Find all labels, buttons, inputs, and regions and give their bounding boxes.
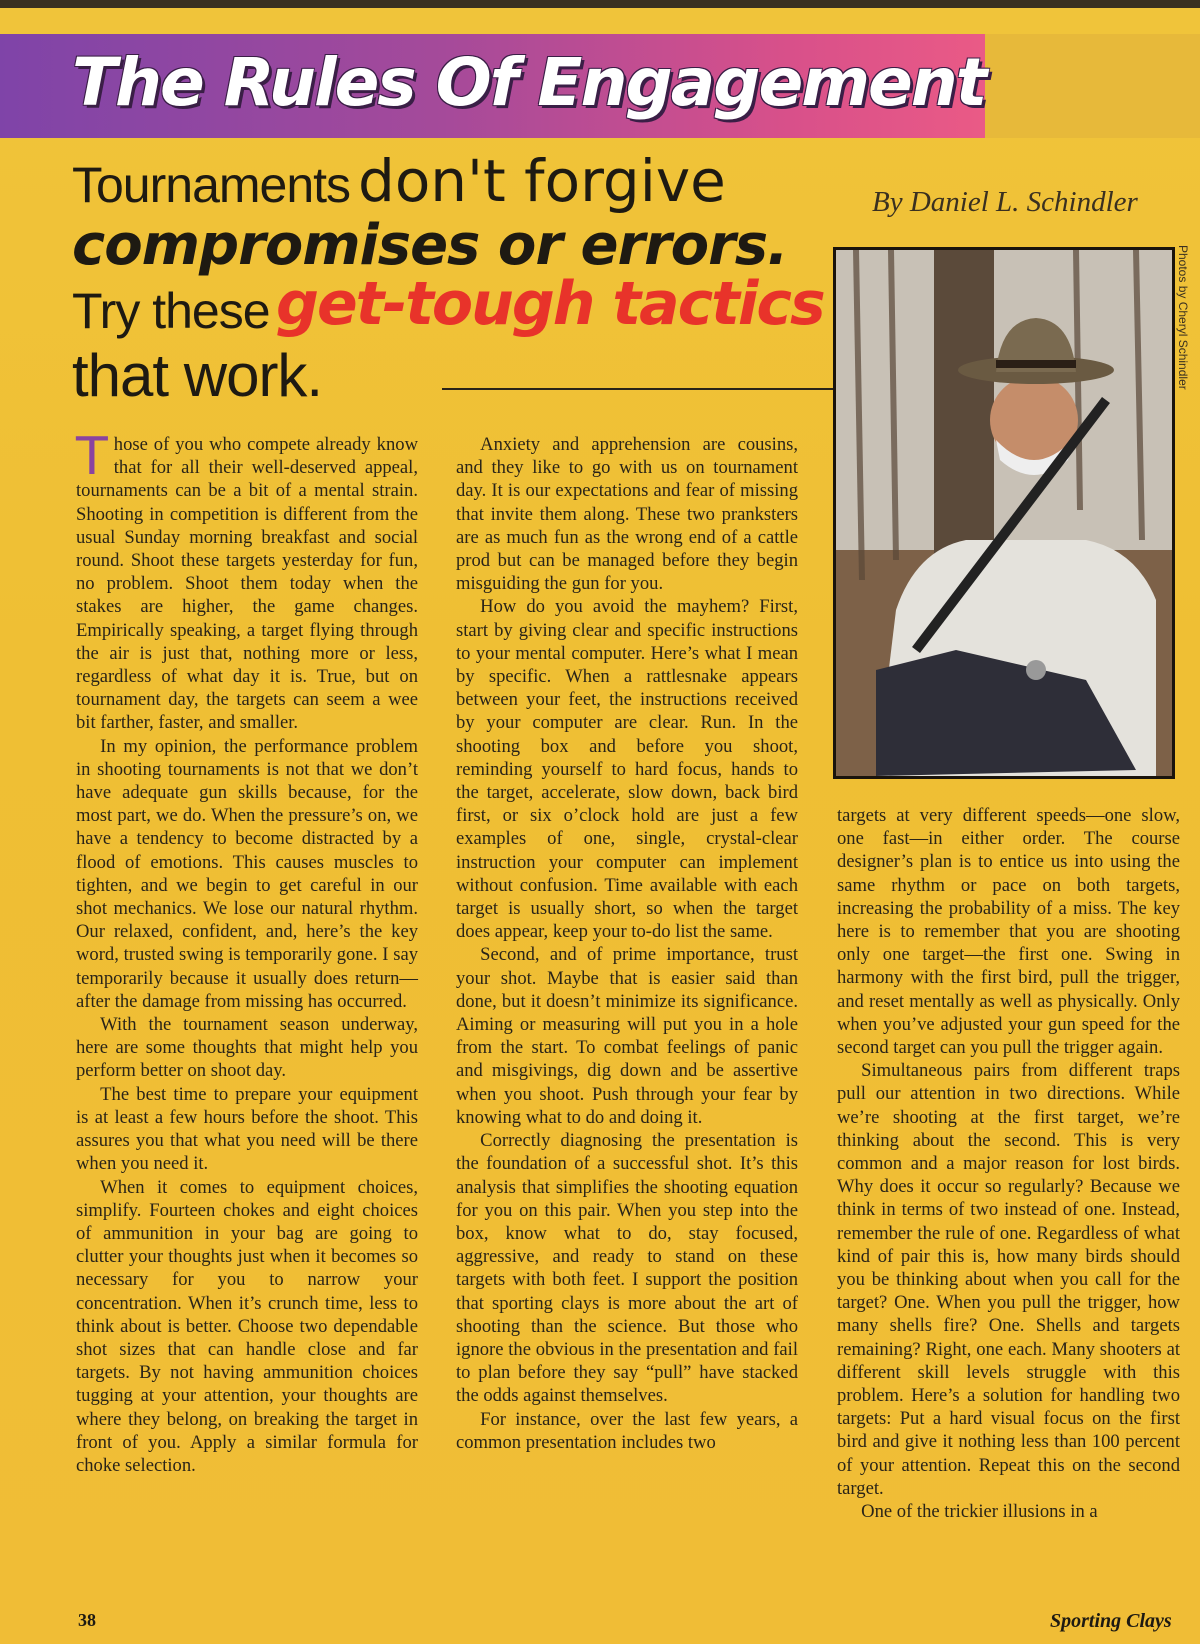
author-photo-illustration <box>836 250 1172 776</box>
paragraph: targets at very different speeds—one slow, one fast—in either order. The course designer’s plan is to entice us into using the same rhythm or pace on both targets, increasing the probability of a miss. The key here is to remember that you are shooting only one target—the first one. Swing in harmony with the first bird, pull the trigger, and reset mentally as well as physically. Only when you’ve adjusted your gun speed for the second target can you pull the trigger again. <box>837 805 1180 1059</box>
paragraph: For instance, over the last few years, a common presentation includes two <box>456 1408 798 1453</box>
photo-credit: Photos by Cheryl Schindler <box>1176 245 1190 390</box>
deck-line-2: compromises or errors. <box>72 213 788 278</box>
page-number: 38 <box>78 1610 96 1630</box>
article-column-3 <box>837 804 1180 1523</box>
paragraph: Anxiety and apprehension are cousins, and they like to go with us on tournament day. It is our expectations and fear of missing that invite them along. These two pranksters are as much fun as the wrong end of a cattle prod but can be managed before they begin misguiding the gun for you. <box>456 434 798 595</box>
article-title: The Rules Of Engagement <box>72 44 986 121</box>
paragraph: With the tournament season underway, here are some thoughts that might help you perform better on shoot day. <box>76 1014 418 1082</box>
paragraph: How do you avoid the mayhem? First, start by giving clear and specific instructions to your mental computer. Here’s what I mean by specific. When a rattlesnake appears between your feet, the instructions received by your computer are clear. Run. In the shooting box and before you shoot, reminding yourself to hard focus, hands to the target, accelerate, slow down, back bird first, or six o’clock hold are just a few examples of one, single, crystal-clear instruction your computer can implement without confusion. Time available with each target is usually short, so when the target does appear, keep your to-do list the same. <box>456 596 798 943</box>
deck-line-1b: don't forgive <box>358 147 726 215</box>
drop-cap: T <box>76 427 108 487</box>
paragraph: The best time to prepare your equipment is at least a few hours before the shoot. This assures you that what you need will be there when you need it. <box>76 1083 418 1175</box>
paragraph: Correctly diagnosing the presentation is the foundation of a successful shot. It’s this analysis that simplifies the shooting equation for you on this pair. When you step into the box, know what to do, stay focused, aggressive, and ready to stand on these targets with both feet. I support the position that sporting clays is more about the art of shooting than the science. But those who ignore the obvious in the presentation and fail to plan before they say “pull” have stacked the odds against themselves. <box>456 1130 798 1407</box>
paragraph: When it comes to equipment choices, simplify. Fourteen chokes and eight choices of ammunition in your bag are going to clutter your thoughts just when it becomes so necessary for you to narrow your concentration. When it’s crunch time, less to think about is better. Choose two dependable shot sizes that can handle close and far targets. By not having ammunition choices tugging at your attention, your thoughts are where they belong, on breaking the target in front of you. Apply a similar formula for choke selection. <box>76 1176 418 1476</box>
adjacent-page-strip <box>985 34 1200 138</box>
magazine-name: Sporting Clays <box>1050 1610 1172 1632</box>
author-photo <box>833 247 1175 779</box>
deck-line-1a: Tournaments <box>72 157 351 213</box>
deck-line-3b-highlight: get-tough tactics <box>276 269 824 339</box>
paragraph: Second, and of prime importance, trust your shot. Maybe that is easier said than done, but it doesn’t minimize its significance. Aiming or measuring will put you in a hole from the start. To combat feelings of panic and misgivings, dig down and be assertive when you shoot. Push through your fear by knowing what to do and doing it. <box>456 944 798 1128</box>
byline: By Daniel L. Schindler <box>872 186 1138 218</box>
article-column-2 <box>456 433 798 1454</box>
deck-line-3a: Try these <box>72 283 270 339</box>
paragraph: In my opinion, the performance problem in shooting tournaments is not that we don’t have adequate gun skills because, for the most part, we do. When the pressure’s on, we have a tendency to become distracted by a flood of emotions. This causes muscles to tighten, and we begin to get careful in our shot mechanics. We lose our natural rhythm. Our relaxed, confident, and, here’s the key word, trusted swing is temporarily gone. I say temporarily because it usually does return—after the damage from missing has occurred. <box>76 735 418 1012</box>
paragraph <box>76 427 418 735</box>
paragraph: Simultaneous pairs from different traps pull our attention in two directions. While we’re shooting at the first target, we’re thinking about the second. This is very common and a major reason for lost birds. Why does it occur so regularly? Because we think in terms of two instead of one. Instead, remember the rule of one. Regardless of what kind of pair this is, how many birds should you be thinking about when you call for the target? One. When you pull the trigger, how many shells fire? One. Shells and targets remaining? Right, one each. Many shooters at different skill levels struggle with this problem. Here’s a solution for handling two targets: Put a hard visual focus on the first bird and give it nothing less than 100 percent of your attention. Repeat this on the second target. <box>837 1060 1180 1499</box>
page-top-edge <box>0 0 1200 8</box>
deck-line-4: that work. <box>72 342 323 409</box>
paragraph: One of the trickier illusions in a <box>861 1501 1098 1523</box>
article-column-1 <box>76 427 418 1477</box>
paragraph-text: hose of you who compete already know that for all their well-deserved appeal, tournaments can be a bit of a mental strain. Shooting in competition is different from the usual Sunday morning breakfast and social round. Shoot these targets yesterday for fun, no problem. Shoot them today when the stakes are higher, the game changes. Empirically speaking, a target flying through the air is just that, nothing more or less, regardless of what day it is. True, but on tournament day, the targets can seem a wee bit farther, faster, and smaller. <box>76 434 418 734</box>
